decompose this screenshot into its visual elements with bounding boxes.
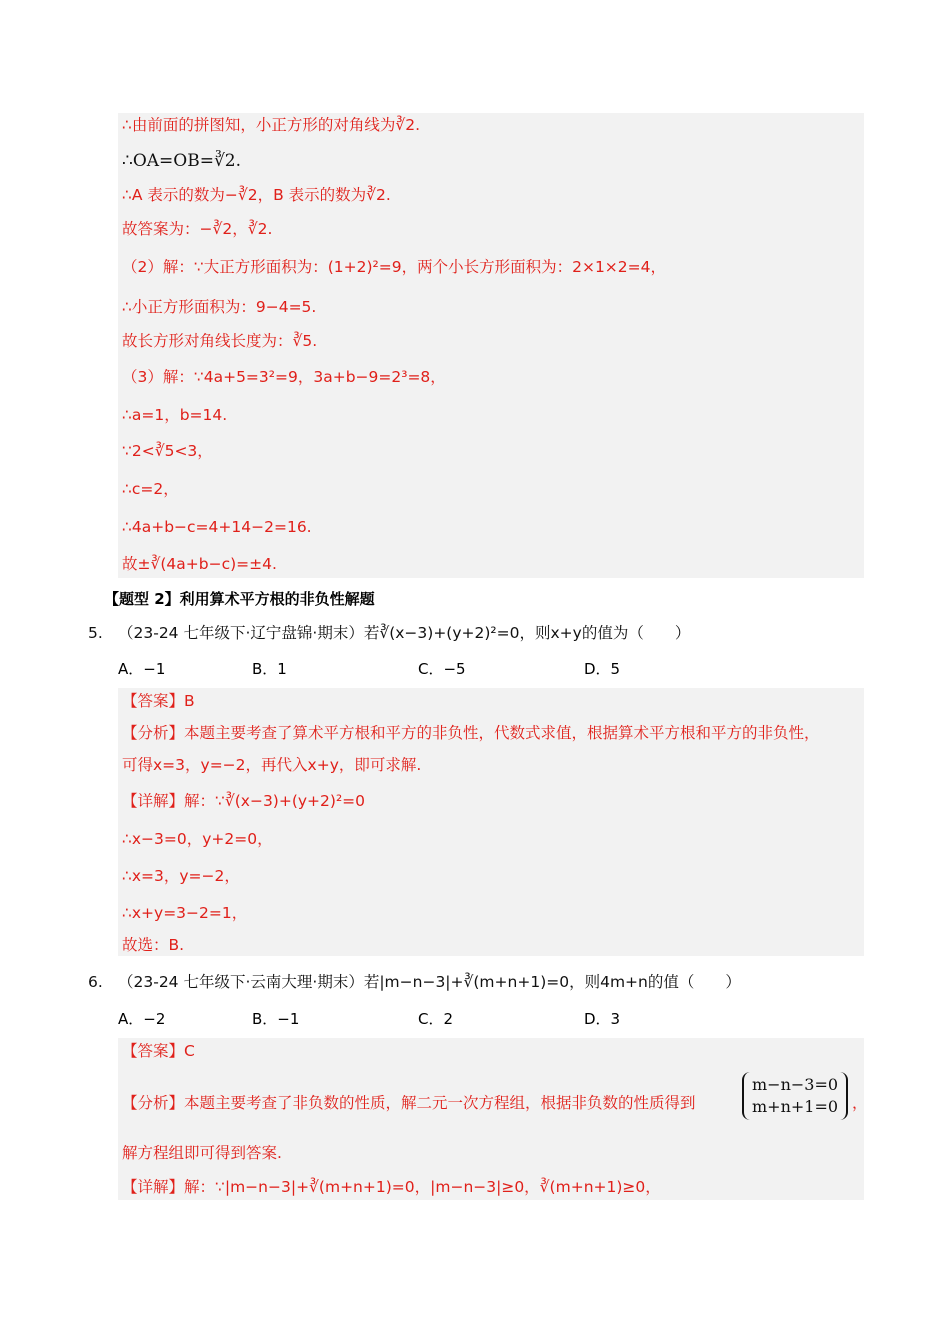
solution-line: ∴A 表示的数为−∛2，B 表示的数为∛2. xyxy=(122,186,391,204)
question-number: 6. xyxy=(88,973,103,991)
question-stem: （23-24 七年级下·辽宁盘锦·期末）若∛(x−3)+(y+2)²=0，则x+y的值为（ ） xyxy=(118,624,691,642)
option-c[interactable]: C．2 xyxy=(418,1010,454,1028)
analysis-line: 可得x=3，y=−2，再代入x+y，即可求解. xyxy=(122,756,422,774)
detail-line: 【详解】解：∵|m−n−3|+∛(m+n+1)=0，|m−n−3|≥0，∛(m+n+1)≥0， xyxy=(122,1178,661,1196)
question-stem: （23-24 七年级下·云南大理·期末）若|m−n−3|+∛(m+n+1)=0，则4m+n的值（ ） xyxy=(118,973,741,991)
option-c[interactable]: C．−5 xyxy=(418,660,466,678)
solution-line: （3）解：∵4a+5=3²=9，3a+b−9=2³=8， xyxy=(122,368,446,386)
solution-line: （2）解：∵大正方形面积为：(1+2)²=9，两个小长方形面积为：2×1×2=4， xyxy=(122,258,667,276)
analysis-line: 解方程组即可得到答案. xyxy=(122,1144,282,1162)
detail-line: 故选：B. xyxy=(122,936,185,954)
option-b[interactable]: B．1 xyxy=(252,660,287,678)
section-heading: 【题型 2】利用算术平方根的非负性解题 xyxy=(104,590,375,608)
solution-line: ∴4a+b−c=4+14−2=16. xyxy=(122,518,312,536)
solution-line: ∴c=2， xyxy=(122,480,179,498)
solution-line: 故±∛(4a+b−c)=±4. xyxy=(122,555,277,573)
question-number: 5. xyxy=(88,624,103,642)
analysis-punct: ， xyxy=(852,1094,868,1112)
option-a[interactable]: A．−1 xyxy=(118,660,166,678)
detail-line: 【详解】解：∵∛(x−3)+(y+2)²=0 xyxy=(122,792,366,810)
option-d[interactable]: D．3 xyxy=(584,1010,621,1028)
analysis-text: 【分析】本题主要考查了非负数的性质，解二元一次方程组，根据非负数的性质得到 xyxy=(122,1094,696,1112)
solution-line: 故长方形对角线长度为：∛5. xyxy=(122,332,318,350)
detail-line: ∴x−3=0，y+2=0， xyxy=(122,830,273,848)
equation-line: m+n+1=0 xyxy=(752,1097,839,1116)
equation-system xyxy=(742,1072,848,1120)
analysis-line xyxy=(122,1092,696,1114)
solution-line: ∴小正方形面积为：9−4=5. xyxy=(122,298,317,316)
option-b[interactable]: B．−1 xyxy=(252,1010,300,1028)
equation-line: m−n−3=0 xyxy=(752,1075,839,1094)
option-d[interactable]: D．5 xyxy=(584,660,621,678)
detail-line: ∴x+y=3−2=1， xyxy=(122,904,248,922)
option-a[interactable]: A．−2 xyxy=(118,1010,166,1028)
solution-line: ∵2<∛5<3， xyxy=(122,442,213,460)
solution-line: ∴OA=OB=∛2. xyxy=(122,151,241,171)
solution-line: ∴由前面的拼图知，小正方形的对角线为∛2. xyxy=(122,116,421,134)
solution-line: 故答案为：−∛2，∛2. xyxy=(122,220,273,238)
detail-line: ∴x=3，y=−2， xyxy=(122,867,240,885)
answer-label: 【答案】B xyxy=(122,692,195,710)
answer-label: 【答案】C xyxy=(122,1042,195,1060)
solution-line: ∴a=1，b=14. xyxy=(122,406,228,424)
analysis-line: 【分析】本题主要考查了算术平方根和平方的非负性，代数式求值，根据算术平方根和平方的非负性， xyxy=(122,724,820,742)
